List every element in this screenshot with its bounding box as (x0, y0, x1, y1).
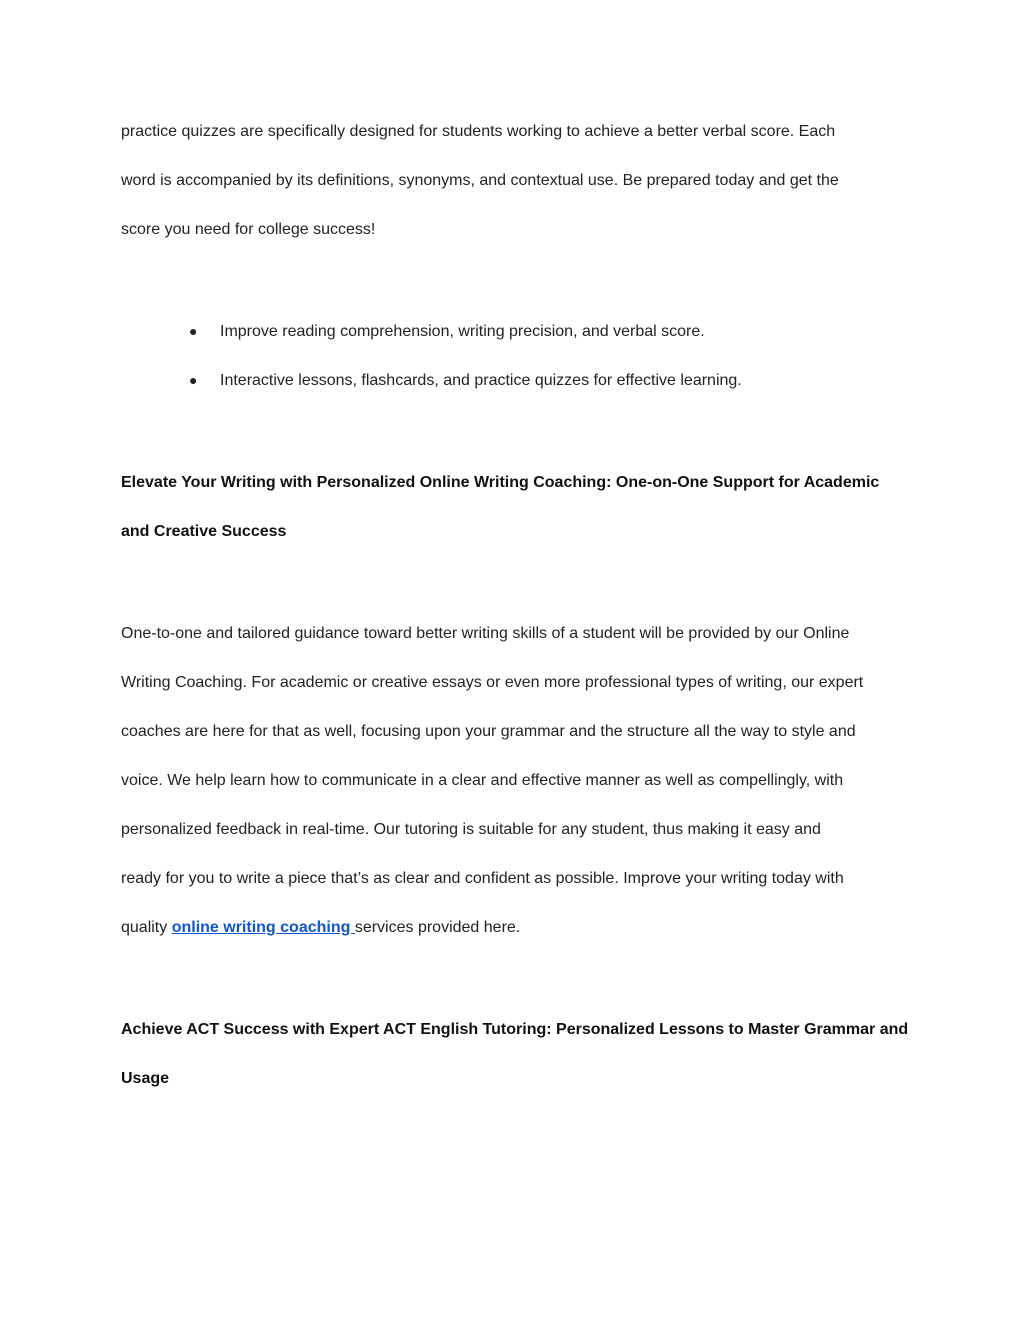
section-heading-act-english (121, 1005, 911, 1103)
heading-line: Elevate Your Writing with Personalized Online Writing Coaching: One-on-One Support for Academic (121, 474, 880, 491)
body-line: ready for you to write a piece that’s as clear and confident as possible. Improve your writing today with (121, 870, 844, 887)
spacer (121, 254, 911, 307)
spacer (121, 952, 911, 1005)
body-line: Writing Coaching. For academic or creative essays or even more professional types of writing, our expert (121, 674, 864, 691)
heading-line: Usage (121, 1070, 170, 1087)
bullet-list (121, 307, 911, 405)
body-line-with-link (121, 903, 911, 952)
bullet-dot-icon: ● (189, 323, 198, 339)
bullet-item (121, 307, 911, 356)
body-line: voice. We help learn how to communicate in a clear and effective manner as well as compellingly, with (121, 772, 844, 789)
body-line: personalized feedback in real-time. Our tutoring is suitable for any student, thus making it easy and (121, 821, 821, 838)
body-line: One-to-one and tailored guidance toward better writing skills of a student will be provided by our Online (121, 625, 850, 642)
section-heading-writing-coaching (121, 458, 911, 556)
spacer (121, 405, 911, 458)
online-writing-coaching-link[interactable]: online writing coaching (171, 919, 355, 936)
intro-line: practice quizzes are specifically designed for students working to achieve a better verbal score. Each (121, 123, 836, 140)
page-content (121, 107, 911, 1103)
writing-coaching-paragraph (121, 609, 911, 952)
bullet-text: Interactive lessons, flashcards, and practice quizzes for effective learning. (220, 372, 742, 389)
spacer (121, 556, 911, 609)
intro-line: word is accompanied by its definitions, synonyms, and contextual use. Be prepared today and get the (121, 172, 839, 189)
heading-line: and Creative Success (121, 523, 287, 540)
intro-paragraph (121, 107, 911, 254)
intro-line: score you need for college success! (121, 221, 376, 238)
bullet-text: Improve reading comprehension, writing precision, and verbal score. (220, 323, 705, 340)
bullet-item (121, 356, 911, 405)
link-suffix-text: services provided here. (354, 919, 521, 936)
bullet-dot-icon: ● (189, 372, 198, 388)
body-line: coaches are here for that as well, focusing upon your grammar and the structure all the way to style and (121, 723, 856, 740)
link-prefix-text: quality (121, 919, 172, 936)
heading-line: Achieve ACT Success with Expert ACT English Tutoring: Personalized Lessons to Master Grammar and (121, 1021, 909, 1038)
